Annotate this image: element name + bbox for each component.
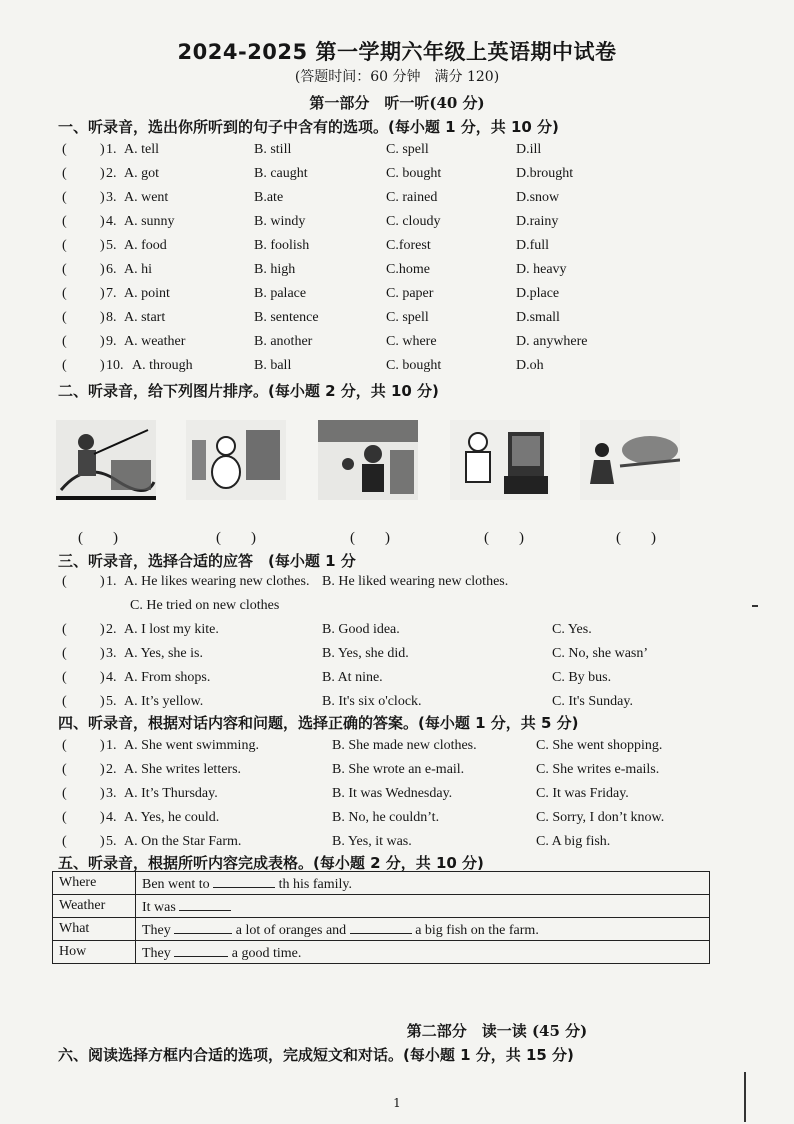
question-row bbox=[0, 310, 794, 332]
option-c[interactable]: C. spell bbox=[386, 142, 429, 157]
option-a[interactable]: A. She went swimming. bbox=[124, 738, 259, 753]
picture-detective bbox=[318, 420, 418, 500]
section2-heading: 二、听录音，给下列图片排序。(每小题 2 分，共 10 分) bbox=[58, 382, 439, 400]
section5-heading: 五、听录音，根据所听内容完成表格。(每小题 2 分，共 10 分) bbox=[58, 854, 484, 872]
picture-answer-2[interactable]: ( ) bbox=[216, 530, 256, 546]
answer-paren-open[interactable]: ( bbox=[62, 574, 67, 589]
question-number: 5. bbox=[106, 238, 117, 253]
option-b[interactable]: B.ate bbox=[254, 190, 284, 205]
question-number: 4. bbox=[106, 670, 117, 685]
question-row bbox=[0, 762, 794, 784]
option-a[interactable]: A. I lost my kite. bbox=[124, 622, 219, 637]
row-content bbox=[136, 872, 710, 895]
question-row bbox=[0, 238, 794, 260]
option-b[interactable]: B. high bbox=[254, 262, 296, 277]
option-c[interactable]: C. She writes e-mails. bbox=[536, 762, 660, 777]
question-number: 5. bbox=[106, 694, 117, 709]
answer-paren-close: ) bbox=[100, 762, 105, 777]
option-b[interactable]: B. still bbox=[254, 142, 292, 157]
row-content bbox=[136, 895, 710, 918]
question-number: 3. bbox=[106, 190, 117, 205]
answer-paren-open[interactable]: ( bbox=[62, 190, 67, 205]
question-row bbox=[0, 574, 794, 596]
option-a[interactable]: A. From shops. bbox=[124, 670, 211, 685]
fill-blank[interactable] bbox=[174, 919, 232, 934]
answer-table bbox=[52, 871, 710, 964]
option-c[interactable]: C.home bbox=[386, 262, 430, 277]
section1-heading: 一、听录音，选出你所听到的句子中含有的选项。(每小题 1 分，共 10 分) bbox=[58, 118, 559, 136]
option-a[interactable]: A. On the Star Farm. bbox=[124, 834, 242, 849]
question-number: 6. bbox=[106, 262, 117, 277]
option-b[interactable]: B. foolish bbox=[254, 238, 310, 253]
row-content bbox=[136, 941, 710, 964]
answer-paren-close: ) bbox=[100, 238, 105, 253]
option-d[interactable]: D.oh bbox=[516, 358, 544, 373]
question-number: 1. bbox=[106, 574, 117, 589]
option-c[interactable]: C. paper bbox=[386, 286, 434, 301]
option-a[interactable]: A. tell bbox=[124, 142, 159, 157]
option-c[interactable]: C. No, she wasn’ bbox=[552, 646, 649, 661]
option-a[interactable]: A. hi bbox=[124, 262, 152, 277]
row-text: a lot of oranges and bbox=[235, 923, 347, 938]
option-d[interactable]: D.rainy bbox=[516, 214, 559, 229]
row-text: It was bbox=[142, 900, 176, 915]
fill-blank[interactable] bbox=[179, 896, 231, 911]
section3-heading: 三、听录音，选择合适的应答 (每小题 1 分 bbox=[58, 552, 356, 570]
option-b[interactable]: B. It's six o'clock. bbox=[322, 694, 422, 709]
question-row bbox=[0, 286, 794, 308]
row-text: th his family. bbox=[278, 877, 353, 892]
question-row bbox=[0, 646, 794, 668]
answer-paren-close: ) bbox=[100, 574, 105, 589]
question-number: 2. bbox=[106, 166, 117, 181]
question-number: 1. bbox=[106, 738, 117, 753]
question-number: 10. bbox=[106, 358, 124, 373]
question-row bbox=[0, 622, 794, 644]
option-b[interactable]: B. Yes, she did. bbox=[322, 646, 409, 661]
answer-paren-close: ) bbox=[100, 286, 105, 301]
answer-paren-open[interactable]: ( bbox=[62, 762, 67, 777]
option-a[interactable]: A. Yes, he could. bbox=[124, 810, 220, 825]
question-row bbox=[0, 214, 794, 236]
row-text: They bbox=[142, 923, 171, 938]
answer-paren-open[interactable]: ( bbox=[62, 262, 67, 277]
question-row bbox=[0, 738, 794, 760]
answer-paren-open[interactable]: ( bbox=[62, 834, 67, 849]
option-d[interactable]: D.place bbox=[516, 286, 560, 301]
question-row bbox=[0, 810, 794, 832]
exam-subtitle: (答题时间：60 分钟 满分 120) bbox=[294, 69, 500, 85]
answer-paren-close: ) bbox=[100, 166, 105, 181]
answer-paren-close: ) bbox=[100, 786, 105, 801]
option-d[interactable]: D.snow bbox=[516, 190, 560, 205]
option-d[interactable]: D. anywhere bbox=[516, 334, 588, 349]
answer-paren-close: ) bbox=[100, 646, 105, 661]
option-c[interactable]: C. spell bbox=[386, 310, 429, 325]
option-a[interactable]: A. He likes wearing new clothes. bbox=[124, 574, 310, 589]
option-b[interactable]: B. At nine. bbox=[322, 670, 383, 685]
part1-title: 第一部分 听一听(40 分) bbox=[309, 94, 485, 112]
option-a[interactable]: A. through bbox=[132, 358, 193, 373]
option-b[interactable]: B. No, he couldn’t. bbox=[332, 810, 440, 825]
picture-answer-5[interactable]: ( ) bbox=[616, 530, 656, 546]
option-c[interactable]: C. bought bbox=[386, 166, 442, 181]
option-c[interactable]: C.forest bbox=[386, 238, 431, 253]
picture-garden bbox=[580, 420, 680, 500]
option-a[interactable]: A. She writes letters. bbox=[124, 762, 242, 777]
question-row bbox=[0, 262, 794, 284]
answer-paren-open[interactable]: ( bbox=[62, 670, 67, 685]
question-row bbox=[0, 358, 794, 380]
row-label: How bbox=[53, 941, 136, 964]
option-c[interactable]: C. A big fish. bbox=[536, 834, 611, 849]
picture-tv bbox=[450, 420, 550, 500]
scan-artifact bbox=[752, 605, 758, 607]
row-text: Ben went to bbox=[142, 877, 210, 892]
row-label: Where bbox=[53, 872, 136, 895]
question-row bbox=[0, 334, 794, 356]
answer-paren-open[interactable]: ( bbox=[62, 142, 67, 157]
picture-answer-1[interactable]: ( ) bbox=[78, 530, 118, 546]
option-a[interactable]: A. weather bbox=[124, 334, 186, 349]
answer-paren-close: ) bbox=[100, 810, 105, 825]
option-b[interactable]: B. It was Wednesday. bbox=[332, 786, 453, 801]
row-content bbox=[136, 918, 710, 941]
option-b[interactable]: B. Good idea. bbox=[322, 622, 400, 637]
section4-heading: 四、听录音，根据对话内容和问题，选择正确的答案。(每小题 1 分，共 5 分) bbox=[58, 714, 579, 732]
fill-blank[interactable] bbox=[213, 873, 275, 888]
exam-title: 2024-2025 第一学期六年级上英语期中试卷 bbox=[177, 40, 617, 64]
option-a[interactable]: A. food bbox=[124, 238, 167, 253]
answer-paren-open[interactable]: ( bbox=[62, 334, 67, 349]
answer-paren-close: ) bbox=[100, 190, 105, 205]
answer-paren-close: ) bbox=[100, 738, 105, 753]
question-row bbox=[0, 142, 794, 164]
option-d[interactable]: D.small bbox=[516, 310, 560, 325]
answer-paren-close: ) bbox=[100, 358, 105, 373]
option-c[interactable]: C. It was Friday. bbox=[536, 786, 629, 801]
option-a[interactable]: A. sunny bbox=[124, 214, 175, 229]
option-c[interactable]: C. By bus. bbox=[552, 670, 612, 685]
picture-row bbox=[0, 420, 794, 550]
option-b[interactable]: B. Yes, it was. bbox=[332, 834, 412, 849]
question-row-wrap bbox=[0, 598, 794, 620]
option-c[interactable]: C. Sorry, I don’t know. bbox=[536, 810, 665, 825]
answer-paren-close: ) bbox=[100, 694, 105, 709]
question-number: 3. bbox=[106, 646, 117, 661]
option-c[interactable]: C. She went shopping. bbox=[536, 738, 663, 753]
answer-paren-close: ) bbox=[100, 622, 105, 637]
option-a[interactable]: A. It’s yellow. bbox=[124, 694, 204, 709]
option-b[interactable]: B. windy bbox=[254, 214, 306, 229]
answer-paren-open[interactable]: ( bbox=[62, 238, 67, 253]
option-d[interactable]: D.full bbox=[516, 238, 550, 253]
option-a[interactable]: A. Yes, she is. bbox=[124, 646, 203, 661]
question-number: 4. bbox=[106, 214, 117, 229]
table-row bbox=[53, 895, 710, 918]
question-number: 2. bbox=[106, 762, 117, 777]
option-d[interactable]: D.ill bbox=[516, 142, 542, 157]
row-label: What bbox=[53, 918, 136, 941]
option-b[interactable]: B. sentence bbox=[254, 310, 319, 325]
part2-title: 第二部分 读一读 (45 分) bbox=[406, 1022, 588, 1040]
option-a[interactable]: A. point bbox=[124, 286, 170, 301]
question-number: 5. bbox=[106, 834, 117, 849]
option-b[interactable]: B. She wrote an e-mail. bbox=[332, 762, 465, 777]
answer-paren-open[interactable]: ( bbox=[62, 166, 67, 181]
table-row bbox=[53, 941, 710, 964]
answer-paren-close: ) bbox=[100, 834, 105, 849]
answer-paren-open[interactable]: ( bbox=[62, 622, 67, 637]
answer-paren-open[interactable]: ( bbox=[62, 810, 67, 825]
answer-paren-open[interactable]: ( bbox=[62, 286, 67, 301]
row-text: They bbox=[142, 946, 171, 961]
question-number: 9. bbox=[106, 334, 117, 349]
fill-blank[interactable] bbox=[174, 942, 228, 957]
row-text: a big fish on the farm. bbox=[415, 923, 539, 938]
option-d[interactable]: D. heavy bbox=[516, 262, 567, 277]
option-b[interactable]: B. palace bbox=[254, 286, 307, 301]
question-number: 3. bbox=[106, 786, 117, 801]
question-number: 4. bbox=[106, 810, 117, 825]
answer-paren-open[interactable]: ( bbox=[62, 694, 67, 709]
answer-paren-close: ) bbox=[100, 310, 105, 325]
answer-paren-open[interactable]: ( bbox=[62, 738, 67, 753]
question-row bbox=[0, 786, 794, 808]
option-c[interactable]: C. cloudy bbox=[386, 214, 441, 229]
answer-paren-open[interactable]: ( bbox=[62, 786, 67, 801]
option-c[interactable]: C. He tried on new clothes bbox=[130, 598, 280, 613]
question-row bbox=[0, 190, 794, 212]
option-a[interactable]: A. went bbox=[124, 190, 169, 205]
option-d[interactable]: D.brought bbox=[516, 166, 574, 181]
question-number: 2. bbox=[106, 622, 117, 637]
question-row bbox=[0, 670, 794, 692]
table-row bbox=[53, 918, 710, 941]
picture-answer-3[interactable]: ( ) bbox=[350, 530, 390, 546]
option-b[interactable]: B. another bbox=[254, 334, 313, 349]
option-a[interactable]: A. start bbox=[124, 310, 166, 325]
option-c[interactable]: C. rained bbox=[386, 190, 438, 205]
question-number: 1. bbox=[106, 142, 117, 157]
question-number: 8. bbox=[106, 310, 117, 325]
option-c[interactable]: C. bought bbox=[386, 358, 442, 373]
option-c[interactable]: C. Yes. bbox=[552, 622, 592, 637]
answer-paren-close: ) bbox=[100, 214, 105, 229]
answer-paren-open[interactable]: ( bbox=[62, 214, 67, 229]
fill-blank[interactable] bbox=[350, 919, 412, 934]
answer-paren-close: ) bbox=[100, 142, 105, 157]
table-row bbox=[53, 872, 710, 895]
question-row bbox=[0, 166, 794, 188]
option-b[interactable]: B. She made new clothes. bbox=[332, 738, 477, 753]
option-b[interactable]: B. caught bbox=[254, 166, 308, 181]
page-number: 1 bbox=[393, 1096, 401, 1110]
option-b[interactable]: B. ball bbox=[254, 358, 292, 373]
option-b[interactable]: B. He liked wearing new clothes. bbox=[322, 574, 509, 589]
answer-paren-close: ) bbox=[100, 334, 105, 349]
picture-fishing bbox=[56, 420, 156, 500]
picture-answer-4[interactable]: ( ) bbox=[484, 530, 524, 546]
row-text: a good time. bbox=[231, 946, 302, 961]
option-c[interactable]: C. It's Sunday. bbox=[552, 694, 633, 709]
answer-paren-close: ) bbox=[100, 670, 105, 685]
row-label: Weather bbox=[53, 895, 136, 918]
scan-artifact bbox=[744, 1072, 746, 1122]
picture-crowd bbox=[186, 420, 286, 500]
section6-heading: 六、阅读选择方框内合适的选项，完成短文和对话。(每小题 1 分，共 15 分) bbox=[58, 1046, 574, 1064]
question-number: 7. bbox=[106, 286, 117, 301]
answer-paren-open[interactable]: ( bbox=[62, 646, 67, 661]
option-a[interactable]: A. It’s Thursday. bbox=[124, 786, 218, 801]
option-c[interactable]: C. where bbox=[386, 334, 437, 349]
option-a[interactable]: A. got bbox=[124, 166, 159, 181]
answer-paren-open[interactable]: ( bbox=[62, 358, 67, 373]
answer-paren-open[interactable]: ( bbox=[62, 310, 67, 325]
answer-paren-close: ) bbox=[100, 262, 105, 277]
